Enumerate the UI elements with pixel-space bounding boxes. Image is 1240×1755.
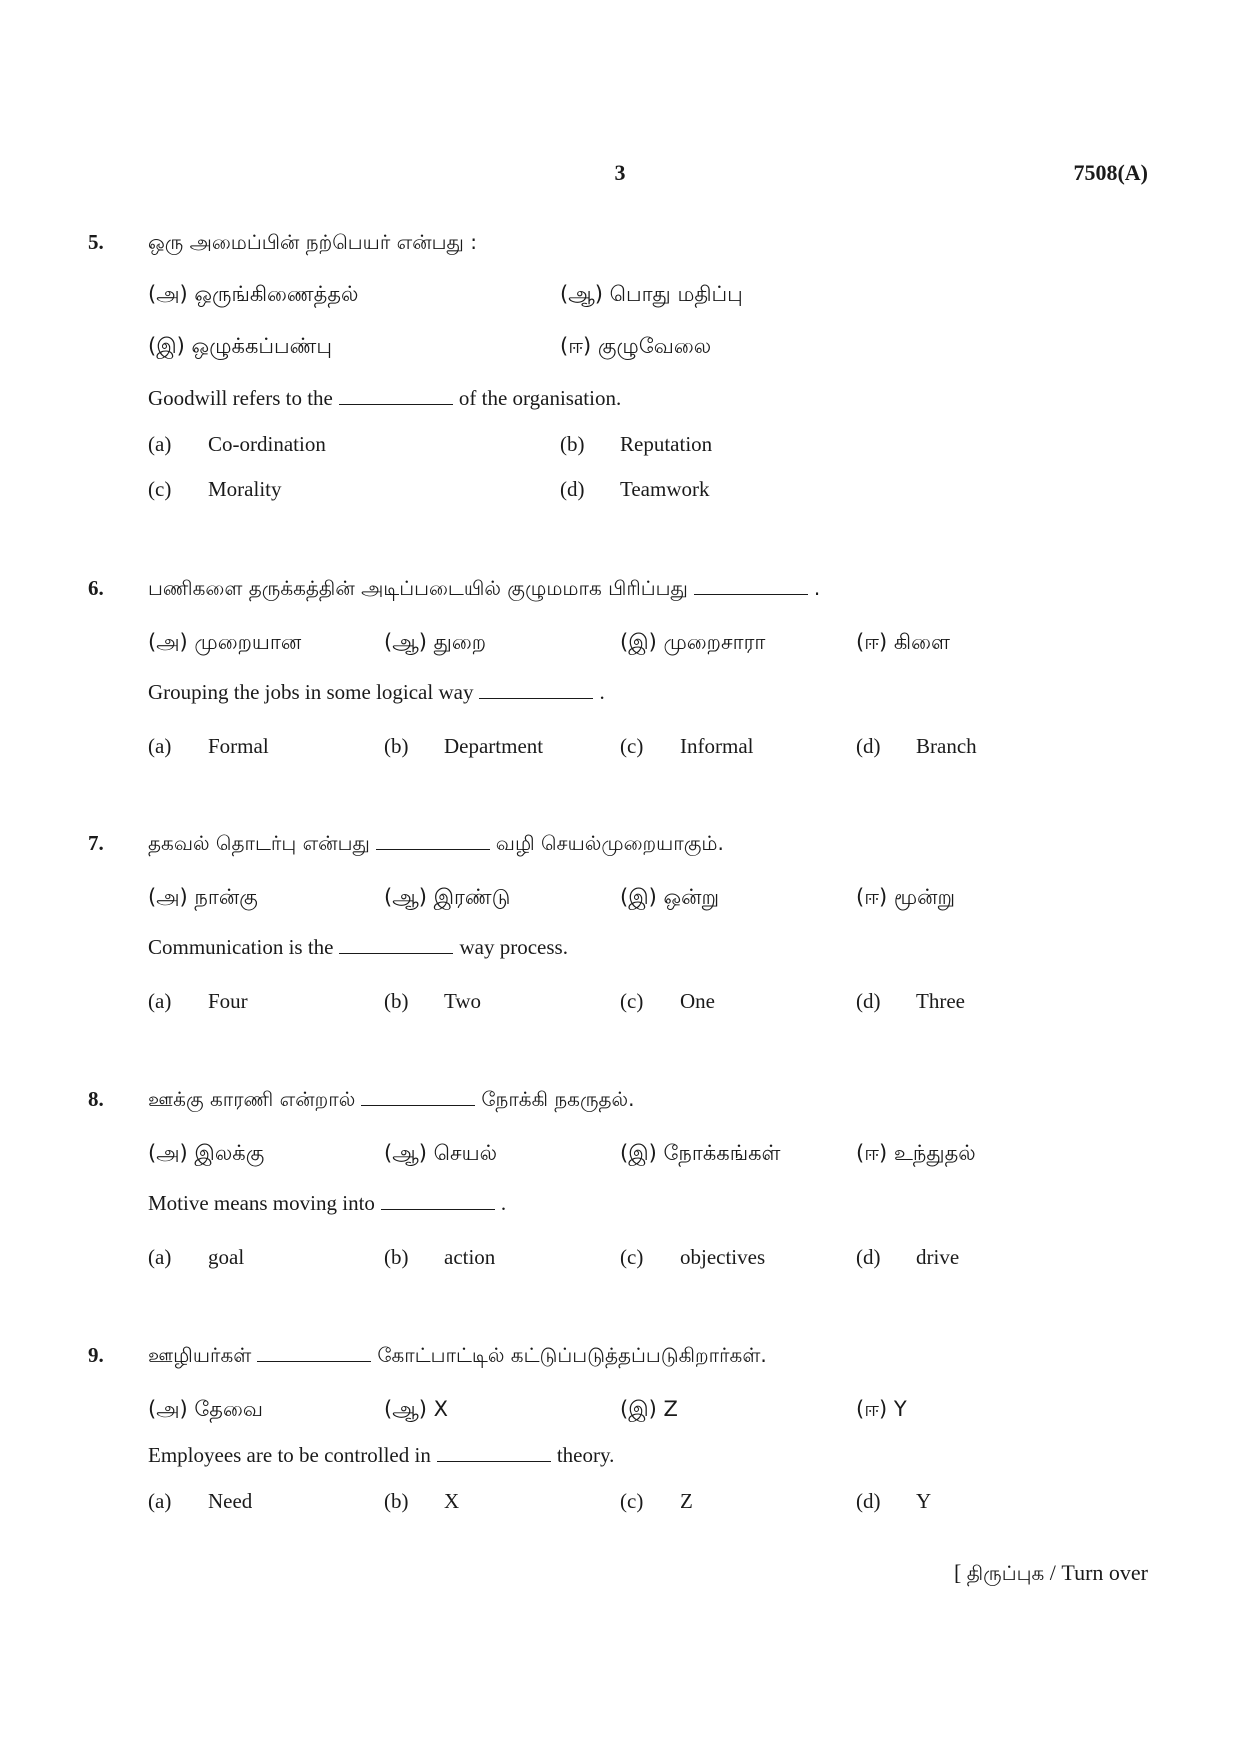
tamil-option: (அ) இலக்கு (148, 1141, 265, 1165)
tamil-option: (ஆ) இரண்டு (384, 885, 511, 909)
english-option: (c) Informal (620, 734, 754, 758)
english-option: (d) Three (856, 989, 965, 1013)
english-option: (a) Four (148, 989, 248, 1013)
question-number: 5. (88, 230, 104, 254)
english-question: Grouping the jobs in some logical way . (148, 680, 605, 704)
question-number: 9. (88, 1343, 104, 1367)
tamil-option: (ஈ) குழுவேலை (560, 334, 712, 358)
english-option: (b) Reputation (560, 432, 713, 456)
english-option: (a) Formal (148, 734, 269, 758)
english-option: (c) Morality (148, 477, 282, 501)
english-option: (d) drive (856, 1245, 960, 1269)
english-option: (b) action (384, 1245, 496, 1269)
turn-over-note: [ திருப்புக / Turn over (953, 1560, 1148, 1585)
question-number: 8. (88, 1087, 104, 1111)
tamil-option: (இ) Z (620, 1397, 678, 1421)
english-option: (c) Z (620, 1489, 693, 1513)
answer-blank (257, 1343, 371, 1362)
tamil-option: (இ) ஒழுக்கப்பண்பு (148, 334, 332, 358)
english-option: (d) Y (856, 1489, 932, 1513)
english-question: Communication is the way process. (148, 935, 568, 959)
tamil-question: ஊக்கு காரணி என்றால் நோக்கி நகருதல். (148, 1087, 635, 1111)
english-option: (a) goal (148, 1245, 245, 1269)
english-option: (c) objectives (620, 1245, 766, 1269)
english-option: (b) Two (384, 989, 482, 1013)
english-option: (b) X (384, 1489, 460, 1513)
tamil-option: (ஆ) பொது மதிப்பு (560, 282, 743, 306)
english-question: Motive means moving into . (148, 1191, 507, 1215)
tamil-option: (ஆ) துறை (384, 630, 486, 654)
tamil-option: (அ) தேவை (148, 1397, 263, 1421)
tamil-option: (ஈ) மூன்று (856, 885, 956, 909)
english-option: (a) Co-ordination (148, 432, 326, 456)
english-question: Employees are to be controlled in theory. (148, 1443, 615, 1467)
tamil-option: (அ) ஒருங்கிணைத்தல் (148, 282, 359, 306)
english-option: (d) Teamwork (560, 477, 710, 501)
tamil-option: (ஈ) Y (856, 1397, 907, 1421)
question-number: 6. (88, 576, 104, 600)
english-option: (b) Department (384, 734, 544, 758)
paper-code: 7508(A) (1073, 160, 1148, 185)
tamil-option: (ஆ) X (384, 1397, 449, 1421)
tamil-option: (இ) முறைசாரா (620, 630, 766, 654)
answer-blank (694, 576, 808, 595)
tamil-option: (ஈ) உந்துதல் (856, 1141, 976, 1165)
tamil-question: தகவல் தொடர்பு என்பது வழி செயல்முறையாகும். (148, 831, 724, 855)
answer-blank (339, 935, 453, 954)
question-number: 7. (88, 831, 104, 855)
english-question: Goodwill refers to the of the organisation. (148, 386, 622, 410)
tamil-option: (இ) நோக்கங்கள் (620, 1141, 781, 1165)
answer-blank (376, 831, 490, 850)
page-number: 3 (614, 160, 626, 185)
answer-blank (339, 386, 453, 405)
tamil-option: (ஈ) கிளை (856, 630, 950, 654)
tamil-option: (அ) நான்கு (148, 885, 258, 909)
english-option: (c) One (620, 989, 715, 1013)
answer-blank (381, 1191, 495, 1210)
tamil-question: ஊழியர்கள் கோட்பாட்டில் கட்டுப்படுத்தப்படுகிறார்கள். (148, 1343, 767, 1367)
tamil-option: (ஆ) செயல் (384, 1141, 498, 1165)
tamil-option: (அ) முறையான (148, 630, 302, 654)
answer-blank (437, 1443, 551, 1462)
answer-blank (479, 680, 593, 699)
tamil-option: (இ) ஒன்று (620, 885, 720, 909)
tamil-question: பணிகளை தருக்கத்தின் அடிப்படையில் குழுமமாக பிரிப்பது . (148, 576, 821, 600)
answer-blank (361, 1087, 475, 1106)
english-option: (d) Branch (856, 734, 977, 758)
english-option: (a) Need (148, 1489, 253, 1513)
tamil-question: ஒரு அமைப்பின் நற்பெயர் என்பது : (148, 230, 477, 254)
